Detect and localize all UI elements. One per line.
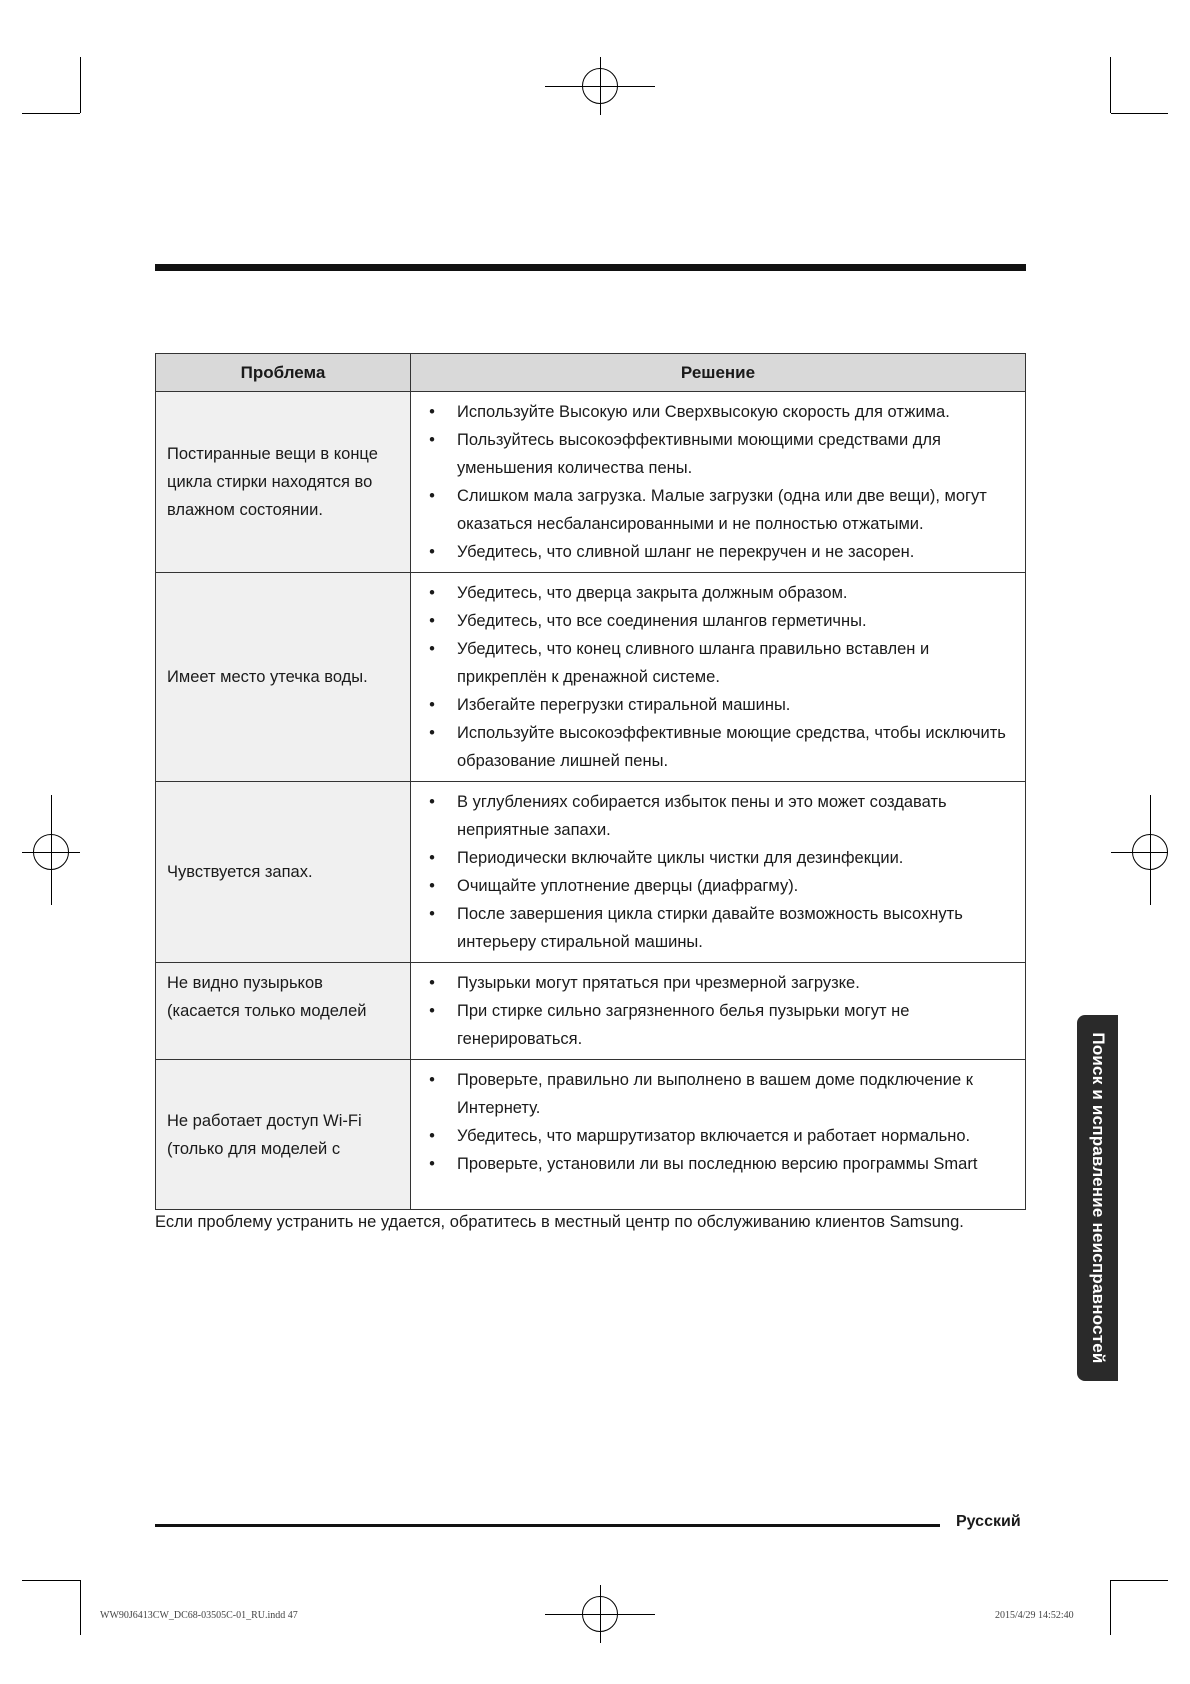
solution-text: Проверьте, установили ли вы последнюю версию программы Smart [457,1155,978,1173]
header-problem: Проблема [156,354,411,392]
solution-text: В углублениях собирается избыток пены и это может создавать неприятные запахи. [457,793,947,839]
solution-cell [411,782,1026,963]
table-row [156,963,1026,1060]
solution-text: Избегайте перегрузки стиральной машины. [457,696,791,714]
list-item [411,997,1013,1053]
problem-cell: Постиранные вещи в конце цикла стирки находятся во влажном состоянии. [156,392,411,573]
solution-text: Убедитесь, что сливной шланг не перекручен и не засорен. [457,543,915,561]
solution-text: Убедитесь, что все соединения шлангов герметичны. [457,612,867,630]
bullet-icon: • [429,1155,435,1173]
list-item [411,900,1013,956]
list-item [411,691,1013,719]
table-row [156,1060,1026,1210]
solution-text: Убедитесь, что дверца закрыта должным образом. [457,584,848,602]
solution-text: Пузырьки могут прятаться при чрезмерной загрузке. [457,974,860,992]
solution-cell [411,573,1026,782]
solution-text: Убедитесь, что конец сливного шланга правильно вставлен и прикреплён к дренажной системе. [457,640,930,686]
section-side-tab [1077,1015,1118,1381]
bullet-icon: • [429,584,435,602]
solution-cell [411,1060,1026,1210]
solution-text: Используйте Высокую или Сверхвысокую скорость для отжима. [457,403,950,421]
bullet-icon: • [429,905,435,923]
bullet-icon: • [429,877,435,895]
list-item [411,538,1013,566]
solution-text: Периодически включайте циклы чистки для дезинфекции. [457,849,904,867]
print-slug-file: WW90J6413CW_DC68-03505C-01_RU.indd 47 [100,1610,298,1621]
bullet-icon: • [429,1127,435,1145]
bullet-icon: • [429,640,435,658]
bullet-icon: • [429,612,435,630]
list-item [411,872,1013,900]
bullet-icon: • [429,696,435,714]
list-item [411,635,1013,691]
bullet-icon: • [429,724,435,742]
section-side-tab-label: Поиск и исправление неисправностей [1088,1032,1108,1364]
solution-list [411,788,1013,956]
solution-text: После завершения цикла стирки давайте возможность высохнуть интерьеру стиральной машины. [457,905,963,951]
list-item [411,969,1013,997]
bullet-icon: • [429,849,435,867]
footnote: Если проблему устранить не удается, обратитесь в местный центр по обслуживанию клиентов Samsung. [155,1213,964,1231]
list-item [411,398,1013,426]
bullet-icon: • [429,403,435,421]
list-item [411,579,1013,607]
bullet-icon: • [429,543,435,561]
bottom-rule [155,1524,940,1527]
solution-list [411,1066,1013,1178]
bullet-icon: • [429,793,435,811]
solution-cell [411,392,1026,573]
top-rule [155,264,1026,271]
table-header-row [156,354,1026,392]
list-item [411,1066,1013,1122]
solution-text: При стирке сильно загрязненного белья пузырьки могут не генерироваться. [457,1002,910,1048]
list-item [411,788,1013,844]
list-item [411,426,1013,482]
list-item [411,1150,1013,1178]
problem-cell: Не работает доступ Wi-Fi (только для моделей с [156,1060,411,1210]
problem-cell: Не видно пузырьков (касается только моделей [156,963,411,1060]
solution-text: Убедитесь, что маршрутизатор включается и работает нормально. [457,1127,971,1145]
problem-cell: Имеет место утечка воды. [156,573,411,782]
solution-text: Проверьте, правильно ли выполнено в вашем доме подключение к Интернету. [457,1071,973,1117]
solution-text: Слишком мала загрузка. Малые загрузки (одна или две вещи), могут оказаться несбалансированными и не полностью отжатыми. [457,487,987,533]
list-item [411,844,1013,872]
solution-list [411,969,1013,1053]
solution-list [411,579,1013,775]
list-item [411,719,1013,775]
bullet-icon: • [429,1002,435,1020]
bullet-icon: • [429,487,435,505]
table-row [156,573,1026,782]
troubleshooting-table [155,353,1026,1210]
page-language-label: Русский [956,1513,1021,1530]
solution-cell [411,963,1026,1060]
print-slug-date: 2015/4/29 14:52:40 [995,1610,1074,1621]
bullet-icon: • [429,431,435,449]
solution-text: Очищайте уплотнение дверцы (диафрагму). [457,877,799,895]
header-solution: Решение [411,354,1026,392]
problem-cell: Чувствуется запах. [156,782,411,963]
solution-text: Пользуйтесь высокоэффективными моющими средствами для уменьшения количества пены. [457,431,941,477]
bullet-icon: • [429,974,435,992]
solution-text: Используйте высокоэффективные моющие средства, чтобы исключить образование лишней пены. [457,724,1006,770]
table-row [156,392,1026,573]
list-item [411,482,1013,538]
list-item [411,607,1013,635]
bullet-icon: • [429,1071,435,1089]
list-item [411,1122,1013,1150]
table-row [156,782,1026,963]
solution-list [411,398,1013,566]
